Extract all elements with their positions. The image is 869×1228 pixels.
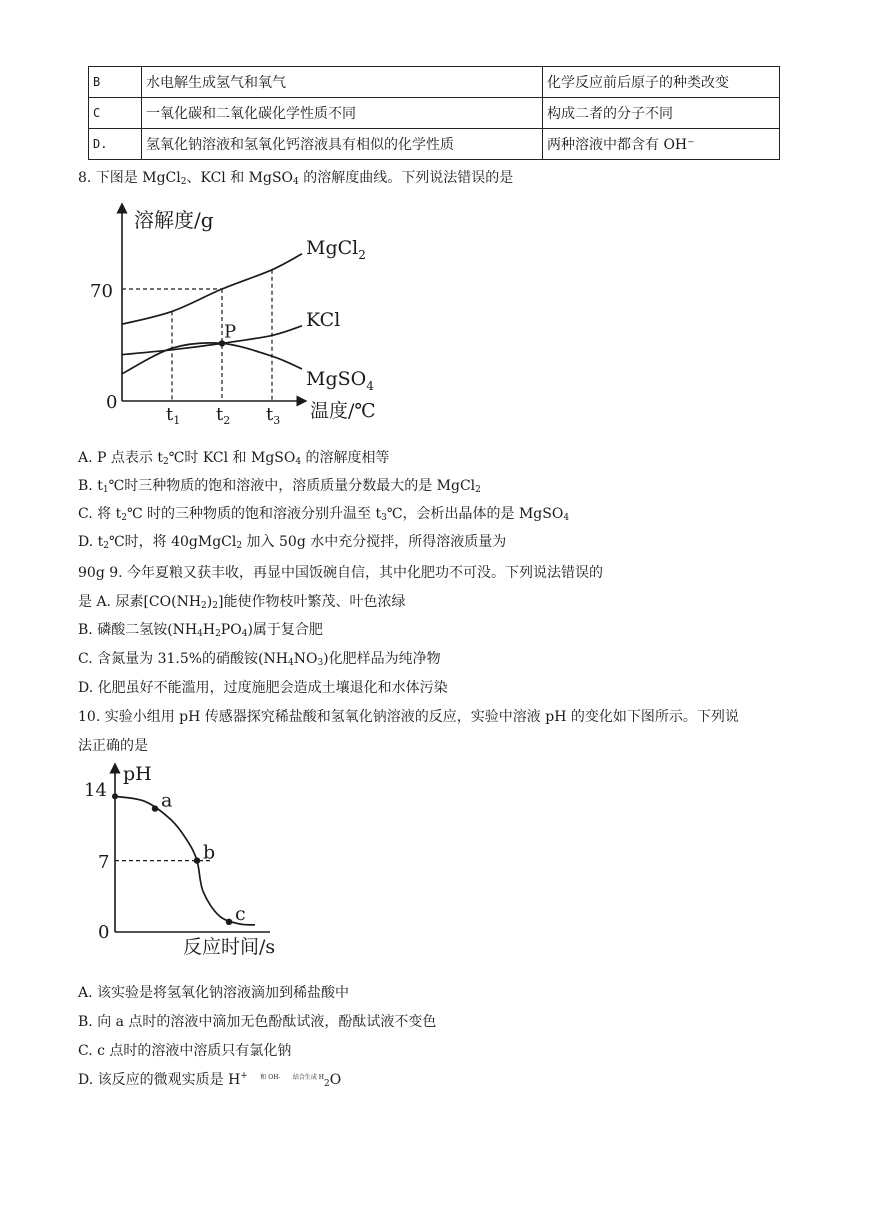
option-key: D.: [89, 129, 142, 160]
point-a-label: a: [161, 789, 173, 812]
option-fact: 氢氧化钠溶液和氢氧化钙溶液具有相似的化学性质: [142, 129, 543, 160]
q10-stem-line1: 10. 实验小组用 pH 传感器探究稀盐酸和氢氧化钠溶液的反应，实验中溶液 pH 的变化如下图所示。下列说: [78, 709, 739, 725]
ph-origin: 0: [98, 922, 110, 943]
option-explanation: 两种溶液中都含有 OH⁻: [543, 129, 780, 160]
solubility-y-label: 溶解度/g: [134, 208, 214, 232]
q10-option-d: D. 该反应的微观实质是 H+ $^{和 OH-}$ $^{结合生成 H}_2$O: [78, 1071, 342, 1089]
solubility-ytick-70: 70: [90, 281, 113, 302]
point-c-label: c: [235, 902, 246, 925]
q9-stem: 90g 9. 今年夏粮又获丰收，再显中国饭碗自信，其中化肥功不可没。下列说法错误的: [78, 565, 604, 581]
xtick-t2: $t_2$: [216, 404, 231, 427]
option-explanation: 构成二者的分子不同: [543, 98, 780, 129]
ph-y-label: pH: [123, 763, 152, 785]
q10-stem-line2: 法正确的是: [78, 738, 148, 754]
series-kcl-line: [122, 326, 302, 355]
table-row: [89, 67, 780, 98]
xtick-t3: $t_3$: [266, 404, 281, 427]
q9-option-a: 是 A. 尿素$[CO(NH_2)_2]$能使作物枝叶繁茂、叶色浓绿: [78, 594, 406, 611]
q8-stem: 8. 下图是 MgCl$_2$、KCl 和 MgSO$_4$ 的溶解度曲线。下列说法错误的是: [78, 170, 514, 187]
point-b: [194, 857, 200, 863]
q9-option-b: B. 磷酸二氢铵$(NH_4H_2PO_4)$属于复合肥: [78, 622, 323, 639]
point-c: [226, 919, 232, 925]
q9-option-d: D. 化肥虽好不能滥用，过度施肥会造成土壤退化和水体污染: [78, 680, 448, 696]
xtick-t1: $t_1$: [166, 404, 181, 427]
option-fact: 一氧化碳和二氧化碳化学性质不同: [142, 98, 543, 129]
ph-x-label: 反应时间/s: [183, 936, 276, 956]
q8-option-a: A. P 点表示 $t_2℃$时 KCl 和 MgSO$_4$ 的溶解度相等: [78, 450, 390, 467]
table-row: [89, 98, 780, 129]
option-fact: 水电解生成氢气和氧气: [142, 67, 543, 98]
option-key: C: [89, 98, 142, 129]
q9-option-c: C. 含氮量为 31.5%的硝酸铵$(NH_4NO_3)$化肥样品为纯净物: [78, 651, 441, 668]
point-p-label: P: [224, 321, 237, 343]
option-table: [88, 66, 780, 160]
point-a: [152, 805, 158, 811]
q8-option-d: D. $t_2℃$时，将 40gMgCl$_2$ 加入 50g 水中充分搅拌，所得溶液质量为: [78, 534, 507, 551]
ph-ytick-14: 14: [84, 780, 107, 801]
series-mgcl2-label: MgCl$_2$: [306, 236, 366, 262]
solubility-origin: 0: [106, 392, 118, 413]
option-key: B: [89, 67, 142, 98]
option-explanation: 化学反应前后原子的种类改变: [543, 67, 780, 98]
ph-ytick-7: 7: [98, 852, 110, 873]
series-mgso4-line: [122, 343, 302, 374]
table-row: [89, 129, 780, 160]
q8-option-b: B. $t_1℃$时三种物质的饱和溶液中，溶质质量分数最大的是 MgCl$_2$: [78, 478, 481, 495]
series-mgso4-label: MgSO$_4$: [306, 368, 374, 393]
q8-option-c: C. 将 $t_2℃$ 时的三种物质的饱和溶液分别升温至 $t_3℃$，会析出晶体的是 MgSO$_4$: [78, 506, 570, 523]
q10-option-c: C. c 点时的溶液中溶质只有氯化钠: [78, 1043, 292, 1059]
series-kcl-label: KCl: [306, 308, 341, 331]
q10-option-a: A. 该实验是将氢氧化钠溶液滴加到稀盐酸中: [78, 985, 350, 1001]
ph-start-point: [112, 793, 118, 799]
solubility-x-label: 温度/℃: [310, 400, 376, 422]
ph-chart: [80, 760, 310, 956]
series-mgcl2-line: [122, 254, 302, 324]
q10-option-b: B. 向 a 点时的溶液中滴加无色酚酞试液，酚酞试液不变色: [78, 1014, 437, 1030]
point-b-label: b: [203, 841, 216, 864]
solubility-chart: [80, 198, 420, 430]
